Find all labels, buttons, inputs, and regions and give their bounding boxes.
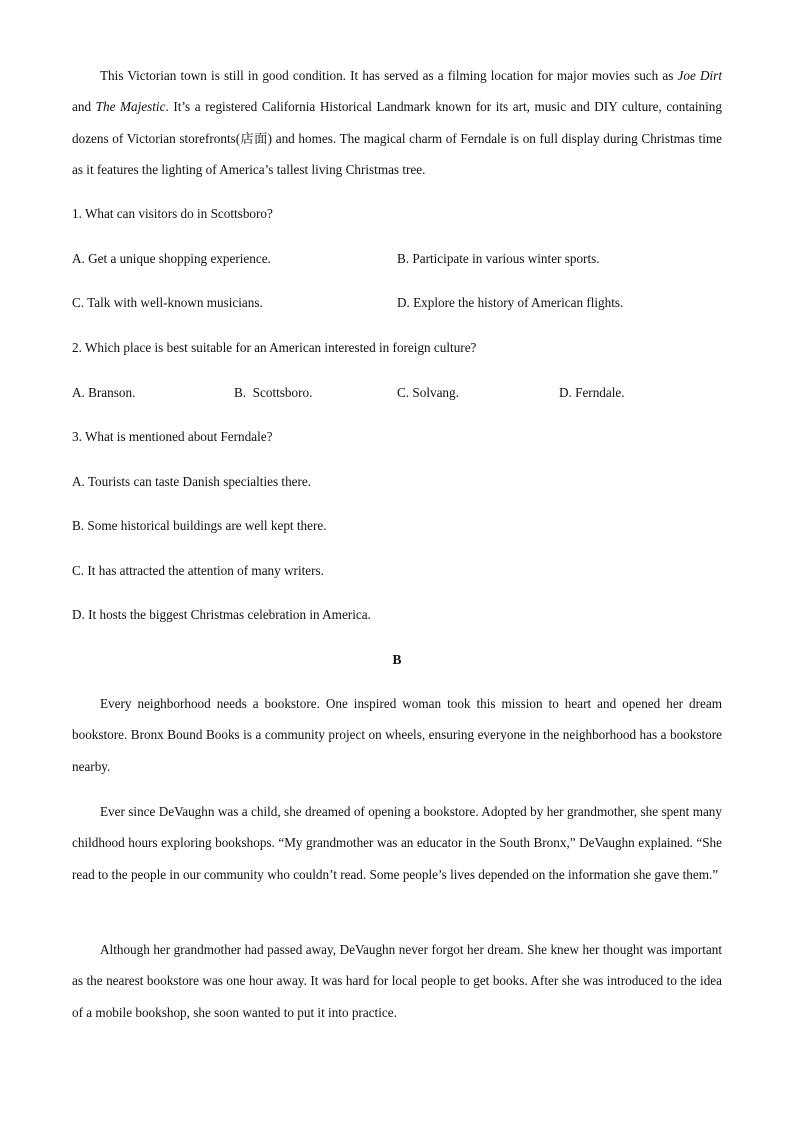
question-3-option-c: C. It has attracted the attention of many writers. (72, 563, 324, 578)
question-1-option-d: D. Explore the history of American flights. (397, 295, 624, 310)
section-b-paragraph-3: Although her grandmother had passed away, DeVaughn never forgot her dream. She knew her thought was important as the nearest bookstore was one hour away. It was hard for local people to get books. After she was introduced to the idea of a mobile bookshop, she soon wanted to put it into practice. (72, 942, 722, 1020)
question-1-option-b: B. Participate in various winter sports. (397, 251, 600, 266)
passage-a-final-paragraph (72, 60, 722, 185)
section-b-paragraph-2: Ever since DeVaughn was a child, she dreamed of opening a bookstore. Adopted by her grandmother, she spent many childhood hours exploring bookshops. “My grandmother was an educator in the South Bronx,” DeVaughn explained. “She read to the people in our community who couldn’t read. Some people’s lives depended on the information she gave them.” (72, 804, 722, 882)
question-2-option-d: D. Ferndale. (559, 385, 625, 400)
question-2-option-a: A. Branson. (72, 385, 136, 400)
question-2-stem: 2. Which place is best suitable for an American interested in foreign culture? (72, 340, 477, 355)
movie-title: The Majestic (95, 99, 166, 115)
question-1-option-c: C. Talk with well-known musicians. (72, 295, 263, 310)
question-1-option-a: A. Get a unique shopping experience. (72, 251, 271, 266)
section-b-paragraph-1: Every neighborhood needs a bookstore. One inspired woman took this mission to heart and opened her dream bookstore. Bronx Bound Books is a community project on wheels, ensuring everyone in the neighborhood has a bookstore nearby. (72, 696, 722, 774)
question-3-option-a: A. Tourists can taste Danish specialties there. (72, 474, 312, 489)
question-3-stem: 3. What is mentioned about Ferndale? (72, 429, 273, 444)
paragraph-text: . It’s a registered California Historical Landmark known for its art, music and DIY culture, containing dozens of Victorian storefronts(店面) and homes. The magical charm of Ferndale is on full display during Christmas time as it features the lighting of America’s tallest living Christmas tree. (72, 99, 722, 177)
question-1-stem: 1. What can visitors do in Scottsboro? (72, 206, 273, 221)
section-heading: B (392, 652, 402, 667)
question-2-option-c: C. Solvang. (397, 385, 459, 400)
paragraph-text: This Victorian town is still in good condition. It has served as a filming location for major movies such as (100, 68, 678, 83)
question-3-option-b: B. Some historical buildings are well kept there. (72, 518, 327, 533)
paragraph-text: and (72, 99, 96, 115)
movie-title: Joe Dirt (677, 68, 722, 83)
question-3-option-d: D. It hosts the biggest Christmas celebration in America. (72, 607, 371, 622)
question-2-option-b: B. Scottsboro. (234, 385, 313, 400)
